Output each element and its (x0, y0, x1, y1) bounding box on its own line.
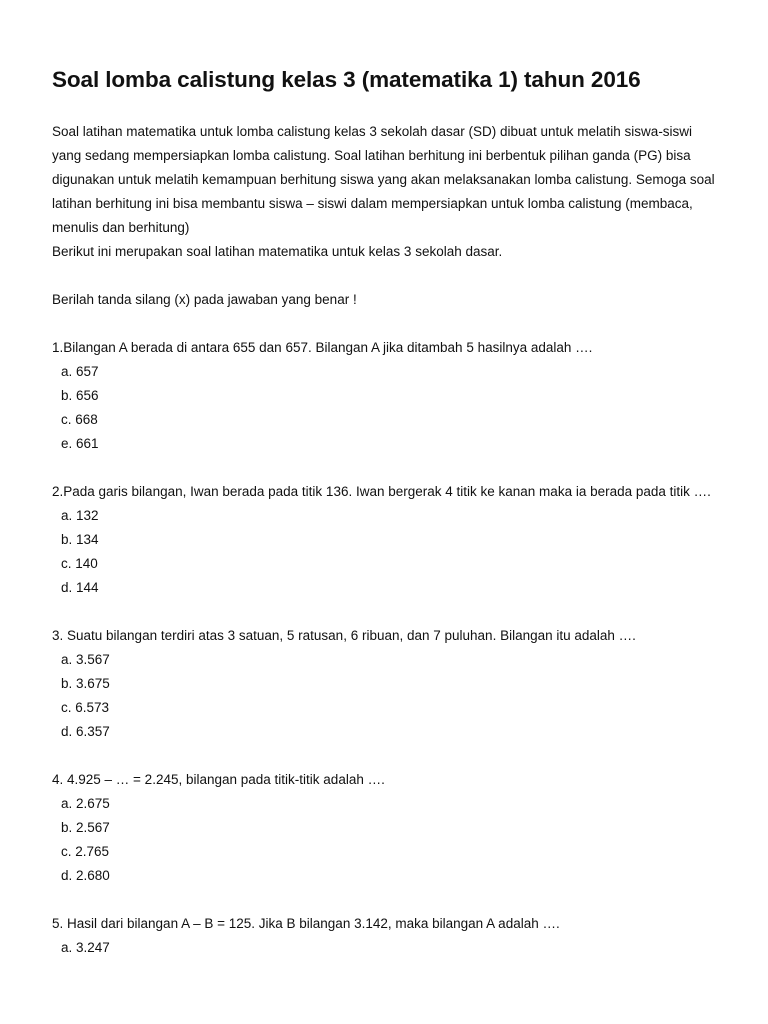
question-4 (52, 768, 717, 888)
question-text: 1.Bilangan A berada di antara 655 dan 657. Bilangan A jika ditambah 5 hasilnya adalah …. (52, 340, 593, 355)
question-text: 3. Suatu bilangan terdiri atas 3 satuan, 5 ratusan, 6 ribuan, dan 7 puluhan. Bilangan itu adalah …. (52, 628, 636, 643)
question-text: 5. Hasil dari bilangan A – B = 125. Jika B bilangan 3.142, maka bilangan A adalah …. (52, 916, 560, 931)
question-5 (52, 912, 717, 960)
answer-option: a. 2.675 (61, 796, 110, 811)
answer-option: a. 3.567 (61, 652, 110, 667)
answer-option: c. 6.573 (61, 700, 110, 715)
answer-option: e. 661 (61, 436, 99, 451)
intro-paragraph: Berikut ini merupakan soal latihan matematika untuk kelas 3 sekolah dasar. (52, 244, 503, 259)
intro-section (52, 120, 717, 264)
question-1 (52, 336, 717, 456)
document-page (52, 60, 717, 960)
answer-option: b. 134 (61, 532, 99, 547)
answer-option: c. 2.765 (61, 844, 110, 859)
answer-option: b. 656 (61, 388, 99, 403)
page-title: Soal lomba calistung kelas 3 (matematika 1) tahun 2016 (52, 67, 641, 92)
answer-option: d. 2.680 (61, 868, 110, 883)
answer-option: d. 144 (61, 580, 99, 595)
answer-option: a. 3.247 (61, 940, 110, 955)
intro-paragraph: Soal latihan matematika untuk lomba calistung kelas 3 sekolah dasar (SD) dibuat untuk melatih siswa-siswi yang sedang mempersiapkan lomba calistung. Soal latihan berhitung ini berbentuk pilihan ganda (PG) bisa digunakan untuk melatih kemampuan berhitung siswa yang akan melaksanakan lomba calistung. Semoga soal latihan berhitung ini bisa membantu siswa – siswi dalam mempersiapkan untuk lomba calistung (membaca, menulis dan berhitung) (52, 124, 715, 235)
instruction-text: Berilah tanda silang (x) pada jawaban yang benar ! (52, 292, 357, 307)
answer-option: c. 668 (61, 412, 98, 427)
answer-option: b. 3.675 (61, 676, 110, 691)
answer-option: a. 132 (61, 508, 99, 523)
answer-option: b. 2.567 (61, 820, 110, 835)
answer-option: a. 657 (61, 364, 99, 379)
answer-option: d. 6.357 (61, 724, 110, 739)
question-text: 4. 4.925 – … = 2.245, bilangan pada titik-titik adalah …. (52, 772, 385, 787)
question-3 (52, 624, 717, 744)
answer-option: c. 140 (61, 556, 98, 571)
question-text: 2.Pada garis bilangan, Iwan berada pada titik 136. Iwan bergerak 4 titik ke kanan maka ia berada pada titik …. (52, 484, 711, 499)
question-2 (52, 480, 717, 600)
